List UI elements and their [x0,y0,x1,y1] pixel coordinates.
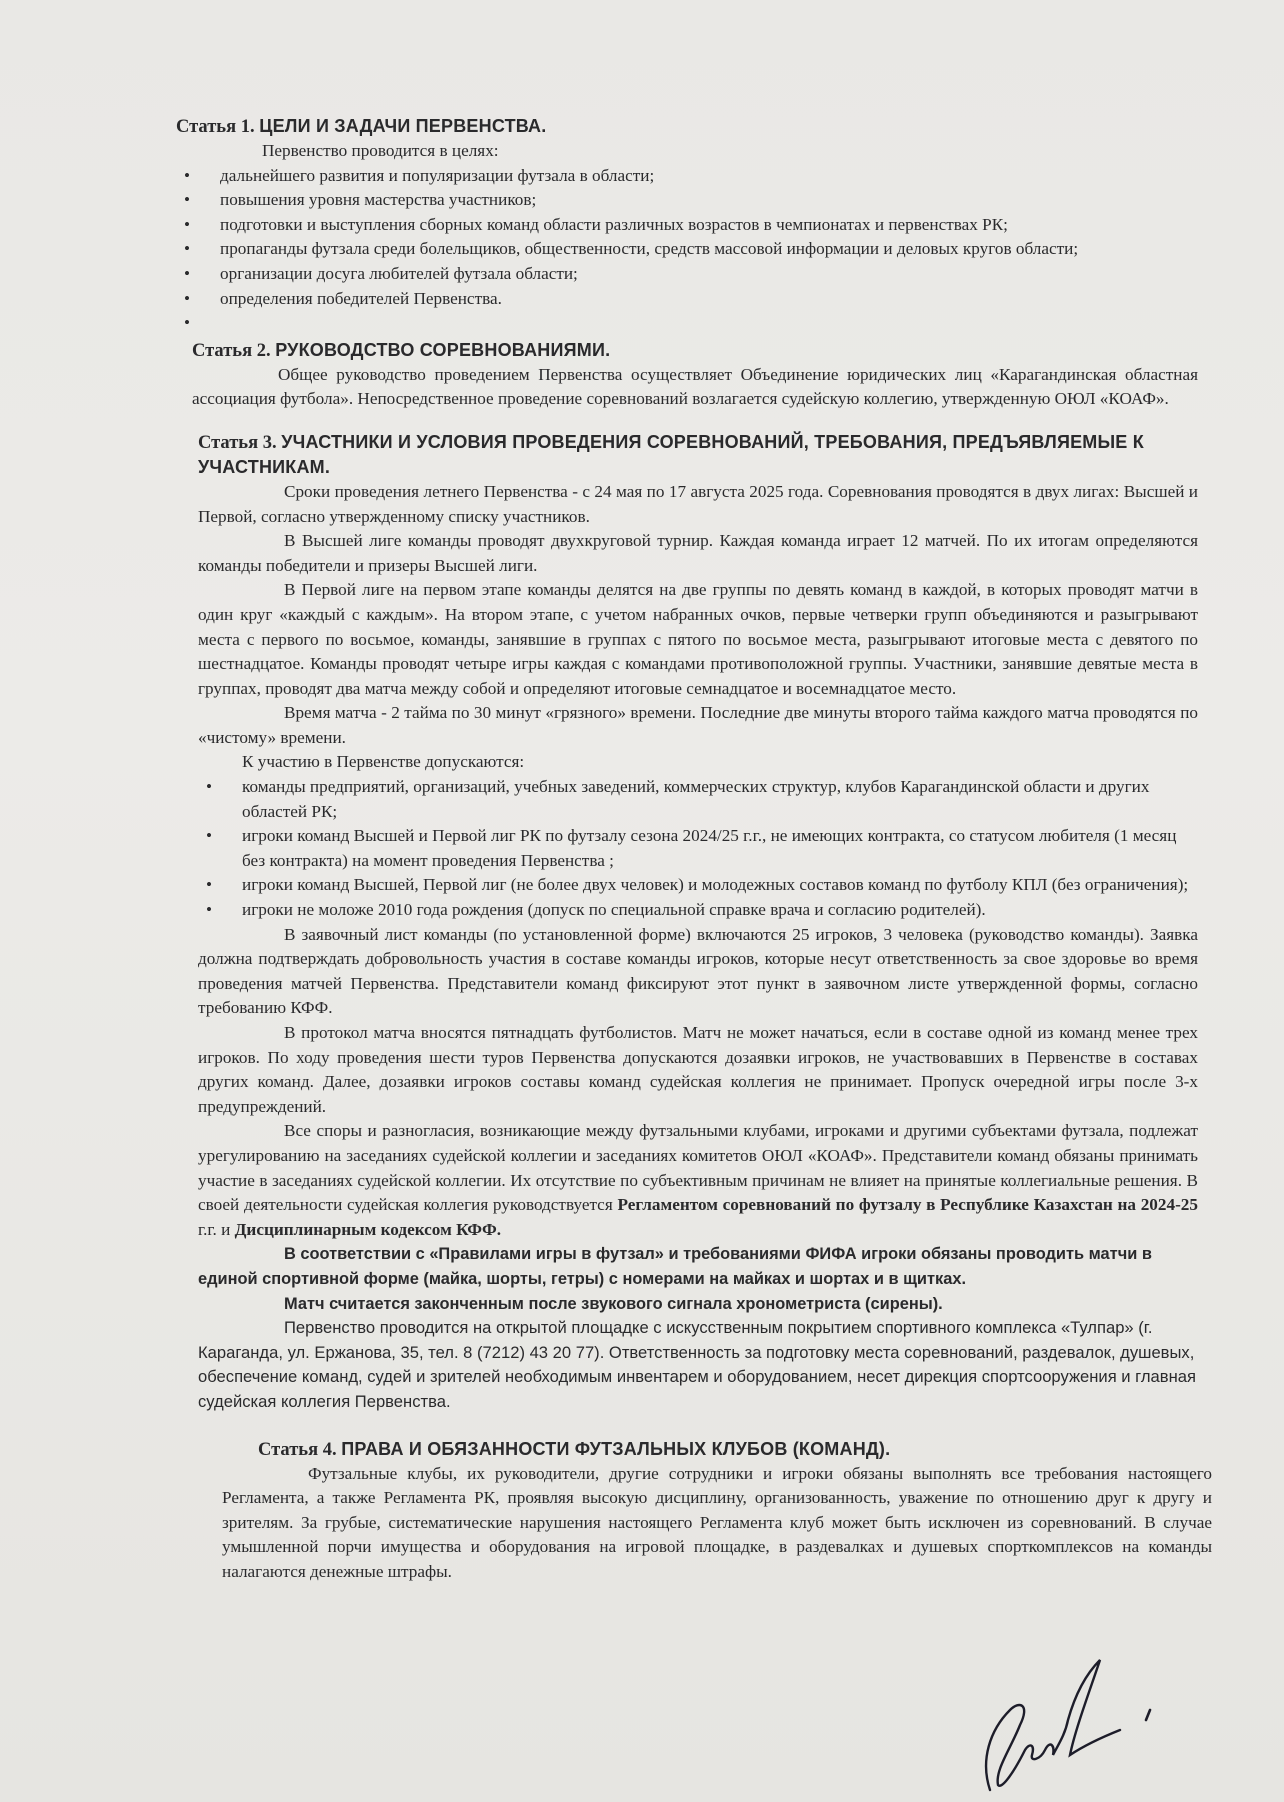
list-item [176,311,1198,336]
article-1-label: Статья 1. [176,117,255,137]
article-3-title: УЧАСТНИКИ И УСЛОВИЯ ПРОВЕДЕНИЯ СОРЕВНОВАНИЙ, ТРЕБОВАНИЯ, ПРЕДЪЯВЛЯЕМЫЕ К УЧАСТНИКАМ. [198,431,1144,477]
bullet-icon: • [184,165,191,185]
list-item: • игроки не моложе 2010 года рождения (допуск по специальной справке врача и согласию родителей). [198,898,1198,923]
list-item: • игроки команд Высшей, Первой лиг (не более двух человек) и молодежных составов команд по футболу КПЛ (без ограничения); [198,873,1198,898]
article-4-title: ПРАВА И ОБЯЗАННОСТИ ФУТЗАЛЬНЫХ КЛУБОВ (КОМАНД). [341,1438,891,1459]
article-3 [198,430,1198,1415]
article-3-heading [198,430,1198,480]
bullet-icon: • [184,239,191,259]
list-item: • дальнейшего развития и популяризации футзала в области; [176,164,1198,189]
list-item: • повышения уровня мастерства участников; [176,188,1198,213]
bullet-icon: • [184,313,191,333]
article-3-roster: В заявочный лист команды (по установленной форме) включаются 25 игроков, 3 человека (руководство команды). Заявка должна подтверждать добровольность участия в составе команды игроков, которые несут ответственность за свое здоровье во время проведения матчей Первенства. Представители команд фиксируют этот пункт в заявочном листе утвержденной формы, согласно требованию КФФ. [198,924,1198,1018]
bullet-icon: • [206,826,213,846]
list-item: • подготовки и выступления сборных команд области различных возрастов в чемпионатах и первенствах РК; [176,213,1198,238]
article-2-paragraph: Общее руководство проведением Первенства осуществляет Объединение юридических лиц «Карагандинская областная ассоциация футбола». Непосредственное проведение соревнований возлагается судейскую коллегию, утвержденную ОЮЛ «КОАФ». [192,364,1198,409]
article-2 [192,338,1198,412]
list-item: • пропаганды футзала среди болельщиков, общественности, средств массовой информации и деловых кругов области; [176,237,1198,262]
article-4-paragraph: Футзальные клубы, их руководители, другие сотрудники и игроки обязаны выполнять все требования настоящего Регламента, а также Регламента РК, проявляя высокую дисциплину, организованность, уважение по отношению друг к другу и зрителям. За грубые, систематические нарушения настоящего Регламента клуб может быть исключен из соревнований. В случае умышленной порчи имущества и оборудования на игровой площадке, в раздевалках и душевых спорткомплексов на команды налагаются денежные штрафы. [222,1463,1212,1581]
article-4-heading [258,1437,1198,1462]
list-item: • определения победителей Первенства. [176,287,1198,312]
bullet-icon: • [206,875,213,895]
article-3-protocol: В протокол матча вносятся пятнадцать футболистов. Матч не может начаться, если в составе одной из команд менее трех игроков. По ходу проведения шести туров Первенства допускаются дозаявки игроков, не участвовавших в Первенстве в составах других команд. Далее, дозаявки игроков составы команд судейская коллегия не принимает. Пропуск очередной игры после 3-х предупреждений. [198,1023,1198,1116]
article-3-admit-list [198,775,1198,923]
article-3-match-end: Матч считается законченным после звукового сигнала хронометриста (сирены). [284,1294,943,1313]
bullet-icon: • [184,190,191,210]
bullet-icon: • [184,214,191,234]
article-4-label: Статья 4. [258,1439,337,1460]
article-3-higher-league: В Высшей лиге команды проводят двухкруговой турнир. Каждая команда играет 12 матчей. По их итогам определяются команды победители и призеры Высшей лиги. [198,531,1198,575]
article-3-venue: Первенство проводится на открытой площадке с искусственным покрытием спортивного комплекса «Тулпар» (г. Караганда, ул. Ержанова, 35, тел. 8 (7212) 43 20 77). Ответственность за подготовку места соревнований, раздевалок, душевых, обеспечение команд, судей и зрителей необходимым инвентарем и оборудованием, несет дирекция спортсооружения и главная судейская коллегия Первенства. [198,1318,1196,1411]
bullet-icon: • [206,777,213,797]
document-body [176,114,1212,1584]
bullet-icon: • [184,288,191,308]
list-item: • команды предприятий, организаций, учебных заведений, коммерческих структур, клубов Карагандинской области и других областей РК; [206,777,1150,821]
list-item: • игроки команд Высшей и Первой лиг РК по футзалу сезона 2024/25 г.г., не имеющих контракта, со статусом любителя (1 месяц без контракта) на момент проведения Первенства ; [206,826,1177,870]
list-item: • организации досуга любителей футзала области; [176,262,1198,287]
article-1-intro: Первенство проводится в целях: [262,141,499,160]
bullet-icon: • [184,263,191,283]
article-3-dates: Сроки проведения летнего Первенства - с 24 мая по 17 августа 2025 года. Соревнования проводятся в двух лигах: Высшей и Первой, согласно утвержденному списку участников. [198,481,1198,526]
article-3-admit-intro: К участию в Первенстве допускаются: [242,752,525,772]
article-3-disputes: Все споры и разногласия, возникающие между футзальными клубами, игроками и другими субъектами футзала, подлежат урегулированию на заседаниях судейской коллегии и заседаниях комитетов ОЮЛ «КОАФ». Представители команд обязаны принимать участие в заседаниях судейской коллегии. Их отсутствие по субъективным причинам не влияет на принятые коллегиальные решения. В своей деятельности судейская коллегия руководствуется Регламентом соревнований по футзалу в Республике Казахстан на 2024-25 г.г. и Дисциплинарным кодексом КФФ. [198,1121,1198,1239]
article-1-title: ЦЕЛИ И ЗАДАЧИ ПЕРВЕНСТВА. [259,116,547,136]
signature-icon [950,1650,1170,1800]
article-1 [176,114,1198,336]
bullet-icon: • [206,900,213,920]
article-2-heading [192,338,1198,363]
article-3-first-league: В Первой лиге на первом этапе команды делятся на две группы по девять команд в каждой, в которых проводят матчи в один круг «каждый с каждым». На втором этапе, с учетом набранных очков, первые четверки групп объединяются и разыгрывают места с первого по восьмое, команды, занявшие в группах с пятого по восьмое места, разыгрывают итоговые места с девятого по шестнадцатое. Команды проводят четыре игры каждая с командами противоположной группы. Участники, занявшие девятые места в группах, проводят два матча между собой и определяют итоговые семнадцатое и восемнадцатое место. [198,580,1198,698]
article-3-uniform: В соответствии с «Правилами игры в футзал» и требованиями ФИФА игроки обязаны проводить матчи в единой спортивной форме (майка, шорты, гетры) с номерами на майках и шортах и в щитках. [198,1245,1152,1288]
article-2-label: Статья 2. [192,340,271,361]
article-3-match-time: Время матча - 2 тайма по 30 минут «грязного» времени. Последние две минуты второго тайма каждого матча проводятся по «чистому» времени. [198,703,1198,747]
article-1-goals-list [176,164,1198,336]
article-4 [258,1437,1198,1462]
article-1-heading [176,114,1198,139]
article-3-label: Статья 3. [198,432,277,453]
article-2-title: РУКОВОДСТВО СОРЕВНОВАНИЯМИ. [275,339,611,360]
